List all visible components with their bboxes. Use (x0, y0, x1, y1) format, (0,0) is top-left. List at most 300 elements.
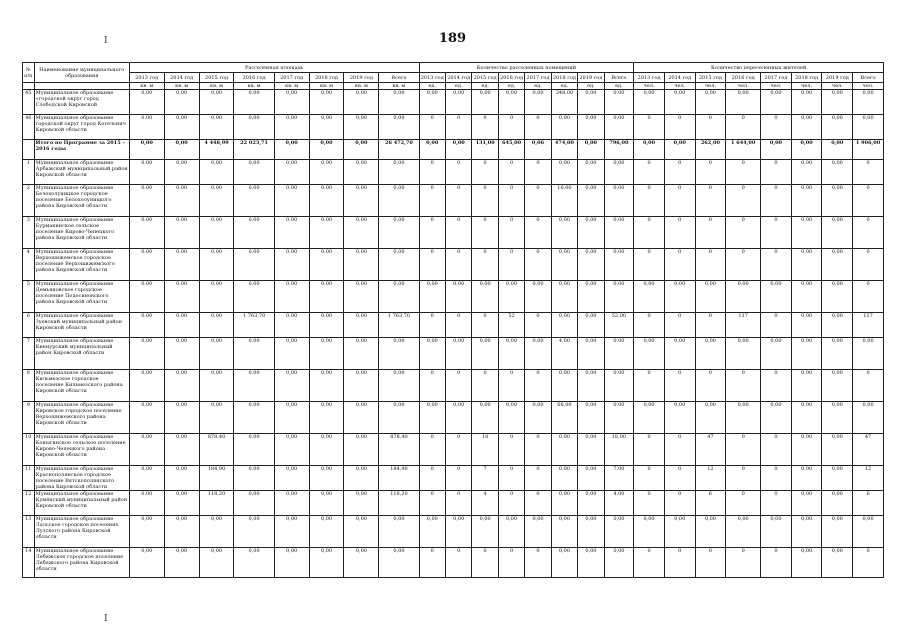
row-number: 2 (23, 185, 35, 217)
value-cell: 0 (525, 249, 551, 281)
value-cell: 0,00 (274, 160, 309, 185)
year-header: 2014 год (447, 74, 471, 81)
value-cell: 0 (726, 466, 761, 491)
value-cell: 0 (419, 548, 445, 578)
value-cell: 1 763,70 (379, 313, 419, 338)
municipality-name: Муниципальное образование Кикнурский муниципальный район Кировской области (34, 338, 129, 370)
value-cell: 6 (695, 491, 726, 516)
value-cell: 0,00 (344, 516, 379, 548)
value-cell: 6 (853, 491, 884, 516)
value-cell: 0,00 (791, 338, 822, 370)
value-cell: 0,00 (344, 249, 379, 281)
table-row (23, 90, 884, 115)
value-cell: 0,00 (164, 434, 199, 466)
value-cell: 0,00 (551, 466, 577, 491)
value-cell: 22 023,71 (234, 140, 274, 160)
year-header: 2014 год (164, 73, 199, 83)
value-cell: 0,00 (695, 281, 726, 313)
value-cell: 184,90 (199, 466, 234, 491)
table-row (23, 434, 884, 466)
year-header: 2015 год (473, 74, 497, 81)
value-cell: 0,00 (344, 370, 379, 402)
value-cell: 0,00 (695, 338, 726, 370)
value-cell: 0,00 (822, 516, 853, 548)
value-cell: 0 (525, 466, 551, 491)
unit-cell: ед. (419, 83, 445, 90)
value-cell: 0,00 (234, 217, 274, 249)
value-cell: 0,00 (664, 281, 695, 313)
value-cell: 0 (445, 313, 471, 338)
value-cell: 0 (853, 160, 884, 185)
value-cell: 0,00 (129, 90, 164, 115)
value-cell: 12 (695, 466, 726, 491)
value-cell: 0,00 (791, 160, 822, 185)
value-cell: 0,00 (199, 217, 234, 249)
table-row (23, 516, 884, 548)
unit-cell: ед. (472, 83, 498, 90)
value-cell: 0,00 (445, 402, 471, 434)
table-row (23, 548, 884, 578)
unit-cell (34, 83, 129, 90)
unit-cell: кв. м (199, 83, 234, 90)
value-cell: 0,00 (129, 140, 164, 160)
value-cell: 0,00 (234, 90, 274, 115)
value-cell: 645,00 (498, 140, 524, 160)
unit-cell: ед. (551, 83, 577, 90)
value-cell: 0 (498, 491, 524, 516)
value-cell: 0,00 (344, 338, 379, 370)
year-header: 2016 год (726, 73, 761, 83)
value-cell: 0,00 (525, 281, 551, 313)
value-cell: 0,00 (199, 548, 234, 578)
value-cell: 0,00 (129, 402, 164, 434)
municipality-name: Муниципальное образование Арбажский муниципальный район Кировской области (34, 160, 129, 185)
value-cell: 0 (419, 185, 445, 217)
value-cell: 0,00 (129, 160, 164, 185)
value-cell: 0 (445, 217, 471, 249)
value-cell: 0 (664, 548, 695, 578)
municipality-name: Муниципальное образование Зуевский муниципальный район Кировской области (34, 313, 129, 338)
value-cell: 0,00 (578, 217, 604, 249)
value-cell: 0,00 (525, 90, 551, 115)
value-cell: 0,00 (344, 491, 379, 516)
municipality-name: Муниципальное образование Бурмакинское сельское поселение Кирово-Чепецкого района Кировской области (34, 217, 129, 249)
row-number: 14 (23, 548, 35, 578)
value-cell: 0,00 (164, 160, 199, 185)
value-cell: 0,00 (164, 90, 199, 115)
value-cell: 118,20 (199, 491, 234, 516)
row-number: 4 (23, 249, 35, 281)
value-cell: 0,00 (498, 338, 524, 370)
value-cell: 0 (761, 548, 792, 578)
value-cell: 131,00 (472, 140, 498, 160)
value-cell: 0,00 (578, 491, 604, 516)
row-number: 6 (23, 313, 35, 338)
value-cell: 878,40 (379, 434, 419, 466)
value-cell: 0,00 (379, 185, 419, 217)
value-cell: 0 (695, 548, 726, 578)
value-cell: 0,00 (525, 516, 551, 548)
value-cell: 0,00 (791, 281, 822, 313)
year-header: 2015 год (695, 73, 726, 83)
value-cell: 0 (695, 313, 726, 338)
value-cell: 0,00 (379, 402, 419, 434)
value-cell: 0,00 (578, 548, 604, 578)
value-cell: 0 (853, 249, 884, 281)
value-cell: 0,00 (379, 548, 419, 578)
value-cell: 0 (525, 115, 551, 140)
unit-cell: чел. (726, 83, 761, 90)
value-cell: 0,00 (791, 115, 822, 140)
value-cell: 0 (472, 313, 498, 338)
value-cell: 0 (419, 217, 445, 249)
value-cell: 0,00 (761, 402, 792, 434)
header-count-group: Количество расселенных помещений (419, 63, 634, 73)
value-cell: 0 (664, 217, 695, 249)
value-cell: 0 (445, 249, 471, 281)
value-cell: 0,00 (498, 516, 524, 548)
value-cell: 0,00 (234, 516, 274, 548)
table-row (23, 217, 884, 249)
value-cell: 0,00 (791, 217, 822, 249)
value-cell: 0,00 (274, 548, 309, 578)
value-cell: 0,00 (664, 140, 695, 160)
value-cell: 0,00 (164, 185, 199, 217)
year-header: 2016 год (234, 73, 274, 83)
value-cell: 0 (445, 466, 471, 491)
value-cell: 0,00 (695, 402, 726, 434)
value-cell: 0 (634, 160, 665, 185)
value-cell: 0,00 (822, 548, 853, 578)
margin-mark-top: I (104, 36, 108, 46)
value-cell: 0,00 (634, 90, 665, 115)
value-cell: 0 (472, 548, 498, 578)
value-cell: 0,00 (578, 160, 604, 185)
value-cell: 0 (525, 217, 551, 249)
value-cell: 0,00 (199, 370, 234, 402)
value-cell: 0 (695, 115, 726, 140)
unit-cell: чел. (695, 83, 726, 90)
value-cell: 0 (761, 217, 792, 249)
value-cell: 0,00 (604, 370, 634, 402)
value-cell: 0,00 (551, 281, 577, 313)
value-cell: 0 (634, 466, 665, 491)
value-cell: 0,00 (199, 90, 234, 115)
value-cell: 0 (472, 370, 498, 402)
year-header: 2017 год (761, 73, 792, 83)
value-cell: 0,00 (853, 338, 884, 370)
value-cell: 262,00 (695, 140, 726, 160)
value-cell: 0,00 (274, 281, 309, 313)
value-cell: 0,00 (472, 402, 498, 434)
value-cell: 0 (664, 185, 695, 217)
value-cell: 0,00 (578, 115, 604, 140)
value-cell: 0,00 (525, 338, 551, 370)
row-number: 3 (23, 217, 35, 249)
value-cell: 0,00 (309, 491, 344, 516)
row-number: 8 (23, 370, 35, 402)
value-cell: 0,00 (578, 434, 604, 466)
value-cell: 0,00 (791, 466, 822, 491)
value-cell: 0 (634, 185, 665, 217)
value-cell: 0 (695, 370, 726, 402)
value-cell: 0 (853, 548, 884, 578)
value-cell: 0,00 (129, 548, 164, 578)
value-cell: 0,00 (344, 548, 379, 578)
value-cell: 0,00 (578, 313, 604, 338)
value-cell: 0,00 (344, 90, 379, 115)
value-cell: 0,00 (578, 370, 604, 402)
value-cell: 878,40 (199, 434, 234, 466)
table-row (23, 115, 884, 140)
value-cell: 0 (726, 548, 761, 578)
value-cell: 0,00 (274, 249, 309, 281)
value-cell: 0,00 (274, 217, 309, 249)
value-cell: 18 (472, 434, 498, 466)
value-cell: 0,00 (822, 434, 853, 466)
value-cell: 0 (695, 185, 726, 217)
value-cell: 0,06 (525, 140, 551, 160)
value-cell: 0,00 (551, 516, 577, 548)
value-cell: 0 (634, 370, 665, 402)
value-cell: 0,00 (853, 90, 884, 115)
value-cell: 0 (419, 370, 445, 402)
value-cell: 0 (445, 434, 471, 466)
value-cell: 0 (664, 115, 695, 140)
year-header: 2018 год (309, 73, 344, 83)
value-cell: 0,00 (419, 402, 445, 434)
value-cell: 0,00 (379, 516, 419, 548)
value-cell: 0,00 (234, 338, 274, 370)
value-cell: 0,00 (309, 281, 344, 313)
value-cell: 0 (634, 249, 665, 281)
value-cell: 0 (445, 115, 471, 140)
value-cell: 0,00 (791, 434, 822, 466)
value-cell: 0 (761, 434, 792, 466)
value-cell: 0 (853, 217, 884, 249)
value-cell: 0,00 (164, 313, 199, 338)
value-cell: 52 (498, 313, 524, 338)
municipality-name: Муниципальное образование Краснополянское городское поселение Вятскополянского района Кировской области (34, 466, 129, 491)
value-cell: 0,00 (344, 313, 379, 338)
value-cell: 0,00 (604, 249, 634, 281)
value-cell: 0,00 (379, 90, 419, 115)
value-cell: 0,00 (344, 115, 379, 140)
value-cell: 0,00 (234, 281, 274, 313)
value-cell: 0,00 (551, 370, 577, 402)
unit-cell: ед. (445, 83, 471, 90)
value-cell: 0,00 (309, 338, 344, 370)
value-cell: 0,00 (129, 313, 164, 338)
value-cell: 0,00 (525, 402, 551, 434)
value-cell: 0,00 (309, 90, 344, 115)
value-cell: 0 (419, 160, 445, 185)
value-cell: 0,00 (822, 313, 853, 338)
value-cell: 0,00 (634, 140, 665, 160)
value-cell: 0,00 (274, 402, 309, 434)
year-header: 2013 год (634, 73, 665, 83)
municipality-name: Муниципальное образование Кильмезское городское поселение Кильмезского района Кировской области (34, 370, 129, 402)
value-cell: 0,00 (604, 90, 634, 115)
value-cell: 0 (726, 217, 761, 249)
value-cell: 0,00 (726, 338, 761, 370)
unit-cell: ед. (604, 83, 634, 90)
value-cell: 0,00 (164, 338, 199, 370)
value-cell: 0,00 (604, 217, 634, 249)
value-cell: 0,00 (853, 516, 884, 548)
value-cell: 0 (664, 491, 695, 516)
value-cell: 0,00 (234, 402, 274, 434)
value-cell: 0,00 (164, 217, 199, 249)
table-row (23, 313, 884, 338)
value-cell: 47 (695, 434, 726, 466)
value-cell: 0,00 (234, 548, 274, 578)
value-cell: 0 (664, 249, 695, 281)
value-cell: 0,00 (634, 338, 665, 370)
value-cell: 796,00 (604, 140, 634, 160)
value-cell: 0 (445, 548, 471, 578)
value-cell: 0 (498, 115, 524, 140)
row-number (23, 140, 35, 160)
value-cell: 0,00 (129, 185, 164, 217)
row-number: 7 (23, 338, 35, 370)
unit-cell: чел. (822, 83, 853, 90)
value-cell: 0,00 (498, 402, 524, 434)
table-row (23, 249, 884, 281)
table-row (23, 402, 884, 434)
value-cell: 0,00 (199, 281, 234, 313)
row-number: 9 (23, 402, 35, 434)
value-cell: 0,00 (726, 90, 761, 115)
value-cell: 0,00 (274, 140, 309, 160)
value-cell: 0 (525, 185, 551, 217)
value-cell: 0,00 (472, 90, 498, 115)
value-cell: 0,00 (791, 140, 822, 160)
value-cell: 0,00 (274, 115, 309, 140)
value-cell: 0 (498, 466, 524, 491)
value-cell: 0 (634, 491, 665, 516)
year-header: 2015 год (199, 73, 234, 83)
value-cell: 0,00 (419, 140, 445, 160)
table-row (23, 338, 884, 370)
value-cell: 0 (761, 370, 792, 402)
value-cell: 4 448,99 (199, 140, 234, 160)
value-cell: 0 (419, 115, 445, 140)
row-number: 46 (23, 115, 35, 140)
table-row (23, 491, 884, 516)
value-cell: 0,00 (664, 402, 695, 434)
value-cell: 0,00 (274, 491, 309, 516)
value-cell: 0,00 (822, 402, 853, 434)
value-cell: 0,00 (578, 338, 604, 370)
value-cell: 47 (853, 434, 884, 466)
value-cell: 0,00 (199, 516, 234, 548)
value-cell: 0 (664, 466, 695, 491)
resettlement-table (22, 62, 884, 578)
value-cell: 0,00 (578, 90, 604, 115)
value-cell: 0,00 (419, 516, 445, 548)
value-cell: 0 (726, 370, 761, 402)
row-number: 45 (23, 90, 35, 115)
value-cell: 0,00 (551, 548, 577, 578)
value-cell: 0 (472, 217, 498, 249)
value-cell: 0 (498, 249, 524, 281)
value-cell: 0,00 (604, 548, 634, 578)
year-header: 2013 год (129, 73, 164, 83)
value-cell: 0,00 (274, 516, 309, 548)
value-cell: 0 (695, 249, 726, 281)
year-header: 2013 год (420, 74, 444, 81)
value-cell: 0,00 (578, 466, 604, 491)
value-cell: 0 (498, 160, 524, 185)
value-cell: 0,00 (551, 313, 577, 338)
unit-cell: кв. м (129, 83, 164, 90)
value-cell: 0,00 (822, 338, 853, 370)
municipality-name: Муниципальное образование городской округ город Котельнич Кировской области (34, 115, 129, 140)
value-cell: 0,00 (445, 338, 471, 370)
value-cell: 0 (761, 160, 792, 185)
value-cell: 0,00 (129, 338, 164, 370)
value-cell: 0 (525, 548, 551, 578)
value-cell: 0,00 (129, 115, 164, 140)
value-cell: 0,00 (791, 402, 822, 434)
value-cell: 0,00 (344, 434, 379, 466)
row-number: 10 (23, 434, 35, 466)
value-cell: 0,00 (604, 115, 634, 140)
value-cell: 0 (419, 466, 445, 491)
value-cell: 0,00 (309, 115, 344, 140)
year-header: 2017 год (274, 73, 309, 83)
value-cell: 0,00 (822, 466, 853, 491)
value-cell: 0,00 (822, 249, 853, 281)
municipality-name: Муниципальное образование Демьяновское городское поселение Подосиновского района Кировской области (34, 281, 129, 313)
value-cell: 0,00 (761, 338, 792, 370)
value-cell: 0,00 (379, 370, 419, 402)
row-number: 1 (23, 160, 35, 185)
value-cell: 0 (525, 313, 551, 338)
row-number: 11 (23, 466, 35, 491)
page-number: 189 (438, 31, 467, 46)
municipality-name: Муниципальное образование Кумёнский муниципальный район Кировской области (34, 491, 129, 516)
value-cell: 0,00 (578, 281, 604, 313)
value-cell: 0,00 (791, 548, 822, 578)
value-cell: 0,00 (726, 281, 761, 313)
value-cell: 0,00 (551, 115, 577, 140)
value-cell: 0,00 (309, 160, 344, 185)
value-cell: 0 (761, 115, 792, 140)
value-cell: 0,00 (853, 402, 884, 434)
value-cell: 0 (761, 313, 792, 338)
value-cell: 0,00 (199, 185, 234, 217)
value-cell: 0,00 (164, 249, 199, 281)
value-cell: 0 (853, 370, 884, 402)
value-cell: 0,00 (551, 160, 577, 185)
value-cell: 0 (726, 115, 761, 140)
value-cell: 117 (726, 313, 761, 338)
value-cell: 0,00 (791, 185, 822, 217)
value-cell: 1 906,00 (853, 140, 884, 160)
value-cell: 0,00 (164, 115, 199, 140)
value-cell: 0 (664, 313, 695, 338)
value-cell: 0,00 (822, 491, 853, 516)
value-cell: 0,00 (761, 281, 792, 313)
value-cell: 0,00 (234, 115, 274, 140)
year-header: 2018 год (552, 74, 576, 81)
municipality-name: Итого по Программе за 2015 – 2016 годы (34, 140, 129, 160)
unit-cell: чел. (634, 83, 665, 90)
year-header: 2017 год (526, 74, 550, 81)
value-cell: 0,00 (234, 370, 274, 402)
